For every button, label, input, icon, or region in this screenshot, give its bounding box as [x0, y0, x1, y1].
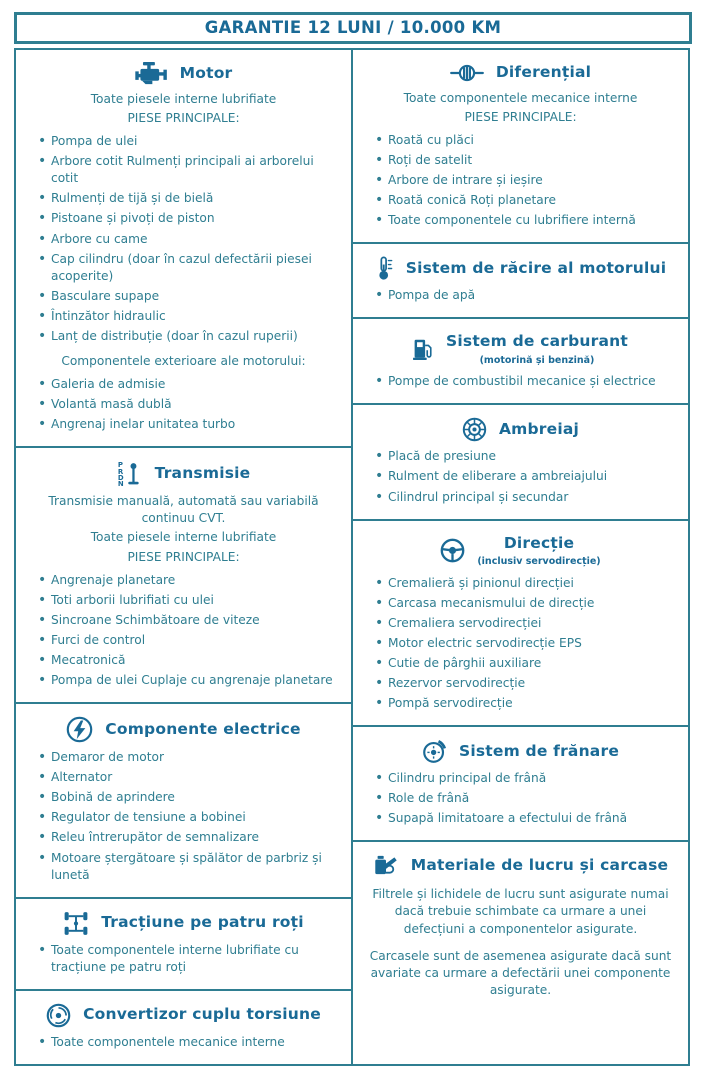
svg-text:N: N — [117, 480, 124, 488]
engine-icon — [135, 62, 168, 85]
list-item: • Pistoane și pivoți de piston — [36, 210, 337, 227]
bullet-list — [365, 287, 676, 304]
list-item: • Sincroane Schimbătoare de viteze — [36, 612, 337, 629]
list-item: • Cilindrul principal și secundar — [373, 489, 674, 506]
list-item: • Motor electric servodirecție EPS — [373, 635, 674, 652]
list-item: • Pompa de ulei Cuplaje cu angrenaje planetare — [36, 672, 337, 689]
lightning-icon — [66, 716, 93, 743]
list-item: • Regulator de tensiune a bobinei — [36, 809, 337, 826]
left-column — [14, 48, 353, 1066]
torque-converter-icon — [46, 1003, 71, 1028]
list-item: • Cutie de pârghii auxiliare — [373, 655, 674, 672]
section-intro: Toate piesele interne lubrifiate — [90, 92, 277, 106]
bullet-list — [28, 1034, 339, 1051]
page-title — [14, 12, 692, 44]
section-materiale — [351, 840, 690, 1066]
section-title: Sistem de carburant — [446, 332, 628, 351]
bullet-list — [28, 376, 339, 433]
list-item: • Bobină de aprindere — [36, 789, 337, 806]
list-item: • Arbore cu came — [36, 231, 337, 248]
section-title: Diferențial — [495, 63, 592, 81]
list-item: • Toate componentele interne lubrifiate cu tracțiune pe patru roți — [36, 942, 337, 976]
list-item: • Carcasa mecanismului de direcție — [373, 595, 674, 612]
list-item: • Arbore cotit Rulmenți principali ai arborelui cotit — [36, 153, 337, 187]
section-intro: PIESE PRINCIPALE: — [127, 549, 240, 564]
list-item: • Roți de satelit — [373, 152, 674, 169]
section-carburant-header — [365, 331, 676, 367]
section-ambreiaj-header — [365, 417, 676, 442]
section-diferential-header — [365, 62, 676, 84]
section-paragraph: Filtrele și lichidele de lucru sunt asigurate numai dacă trebuie schimbate ca urmare a unei defecțiuni a componentelor asigurate. — [372, 887, 669, 936]
content-columns — [14, 48, 692, 1066]
list-item: • Toate componentele mecanice interne — [36, 1034, 337, 1051]
section-title: Ambreiaj — [498, 420, 580, 439]
section-motor-header — [28, 62, 339, 85]
section-diferential — [351, 48, 690, 244]
svg-text:D: D — [117, 474, 124, 483]
section-ambreiaj — [351, 403, 690, 520]
section-convertizor — [14, 989, 353, 1066]
list-item: • Rulmenți de tijă și de bielă — [36, 190, 337, 207]
section-transmisie-header — [28, 460, 339, 487]
list-item: • Mecatronică — [36, 652, 337, 669]
list-item: • Motoare ștergătoare și spălător de parbriz și lunetă — [36, 850, 337, 884]
section-title: Direcție — [503, 533, 575, 552]
list-item: • Toti arborii lubrifiati cu ulei — [36, 592, 337, 609]
svg-text:R: R — [117, 468, 123, 477]
section-title: Materiale de lucru și carcase — [410, 855, 669, 874]
list-item: • Pompe de combustibil mecanice și electrice — [373, 373, 674, 390]
section-racire — [351, 242, 690, 319]
thermometer-icon — [375, 256, 394, 281]
section-franare — [351, 725, 690, 842]
section-electrice-header — [28, 716, 339, 743]
list-item: • Arbore de intrare și ieșire — [373, 172, 674, 189]
section-title: Componente electrice — [105, 719, 301, 738]
section-title: Motor — [179, 63, 233, 82]
section-intro: PIESE PRINCIPALE: — [464, 109, 577, 124]
section-tractiune — [14, 897, 353, 991]
section-subtitle: (inclusiv servodirecție) — [477, 556, 601, 568]
list-item: • Basculare supape — [36, 288, 337, 305]
list-item: • Angrenaje planetare — [36, 572, 337, 589]
bullet-list — [28, 133, 339, 345]
bullet-list — [365, 132, 676, 229]
gear-shifter-icon — [117, 460, 143, 487]
list-item: • Cremaliera servodirecției — [373, 615, 674, 632]
list-item: • Angrenaj inelar unitatea turbo — [36, 416, 337, 433]
section-tractiune-header — [28, 911, 339, 936]
section-intro: Transmisie manuală, automată sau variabilă continuu CVT. — [48, 494, 319, 526]
list-item: • Cilindru principal de frână — [373, 770, 674, 787]
list-item: • Role de frână — [373, 790, 674, 807]
section-convertizor-header — [28, 1003, 339, 1028]
list-item: • Rulment de eliberare a ambreiajului — [373, 468, 674, 485]
bullet-list — [365, 575, 676, 713]
list-item: • Supapă limitatoare a efectului de frână — [373, 810, 674, 827]
list-item: • Furci de control — [36, 632, 337, 649]
section-carburant — [351, 317, 690, 405]
bullet-list — [365, 373, 676, 390]
section-franare-header — [365, 739, 676, 764]
list-item: • Întinzător hidraulic — [36, 308, 337, 325]
list-item: • Cap cilindru (doar în cazul defectării piesei acoperite) — [36, 251, 337, 285]
section-materiale-header — [365, 854, 676, 876]
four-wheel-drive-icon — [63, 911, 89, 936]
right-column — [351, 48, 690, 1066]
fuel-pump-icon — [413, 338, 434, 361]
list-item: • Galeria de admisie — [36, 376, 337, 393]
list-item: • Roată conică Roți planetare — [373, 192, 674, 209]
brake-disc-icon — [422, 739, 447, 764]
section-racire-header — [365, 256, 676, 281]
list-item: • Alternator — [36, 769, 337, 786]
section-title: Sistem de răcire al motorului — [405, 258, 667, 277]
list-item: • Toate componentele cu lubrifiere internă — [373, 212, 674, 229]
section-paragraph: Carcasele sunt de asemenea asigurate dacă sunt avariate ca urmare a defectării unei componente asigurate. — [369, 948, 672, 997]
section-motor — [14, 48, 353, 448]
section-title: Sistem de frănare — [458, 741, 620, 760]
section-directie-header — [365, 533, 676, 569]
section-intro: Toate componentele mecanice interne — [403, 90, 638, 105]
section-subtitle: (motorină și benzină) — [479, 355, 595, 366]
list-item: • Releu întrerupător de semnalizare — [36, 829, 337, 846]
bullet-list — [365, 770, 676, 827]
list-item: • Pompa de apă — [373, 287, 674, 304]
section-subheading: Componentele exterioare ale motorului: — [61, 354, 306, 369]
bullet-list — [28, 942, 339, 976]
oil-can-icon — [373, 854, 399, 876]
bullet-list — [28, 749, 339, 884]
section-title: Convertizor cuplu torsiune — [83, 1005, 321, 1024]
list-item: • Placă de presiune — [373, 448, 674, 465]
section-transmisie — [14, 446, 353, 704]
list-item: • Rezervor servodirecție — [373, 675, 674, 692]
section-intro: PIESE PRINCIPALE: — [127, 111, 240, 126]
list-item: • Demaror de motor — [36, 749, 337, 766]
clutch-disc-icon — [462, 417, 487, 442]
section-title: Tracțiune pe patru roți — [101, 913, 304, 932]
list-item: • Roată cu plăci — [373, 132, 674, 149]
list-item: • Volantă masă dublă — [36, 396, 337, 413]
bullet-list — [365, 448, 676, 505]
list-item: • Cremalieră și pinionul direcției — [373, 575, 674, 592]
list-item: • Pompă servodirecție — [373, 695, 674, 712]
steering-wheel-icon — [440, 538, 465, 563]
svg-text:P: P — [117, 461, 123, 470]
bullet-list — [28, 572, 339, 689]
list-item: • Pompa de ulei — [36, 133, 337, 150]
section-componente-electrice — [14, 702, 353, 899]
page-title-text: GARANTIE 12 LUNI / 10.000 KM — [204, 18, 502, 37]
section-intro: Toate piesele interne lubrifiate — [90, 530, 277, 545]
differential-icon — [450, 63, 484, 83]
section-title: Transmisie — [154, 463, 251, 482]
section-directie — [351, 519, 690, 728]
list-item: • Lanț de distribuție (doar în cazul ruperii) — [36, 328, 337, 345]
